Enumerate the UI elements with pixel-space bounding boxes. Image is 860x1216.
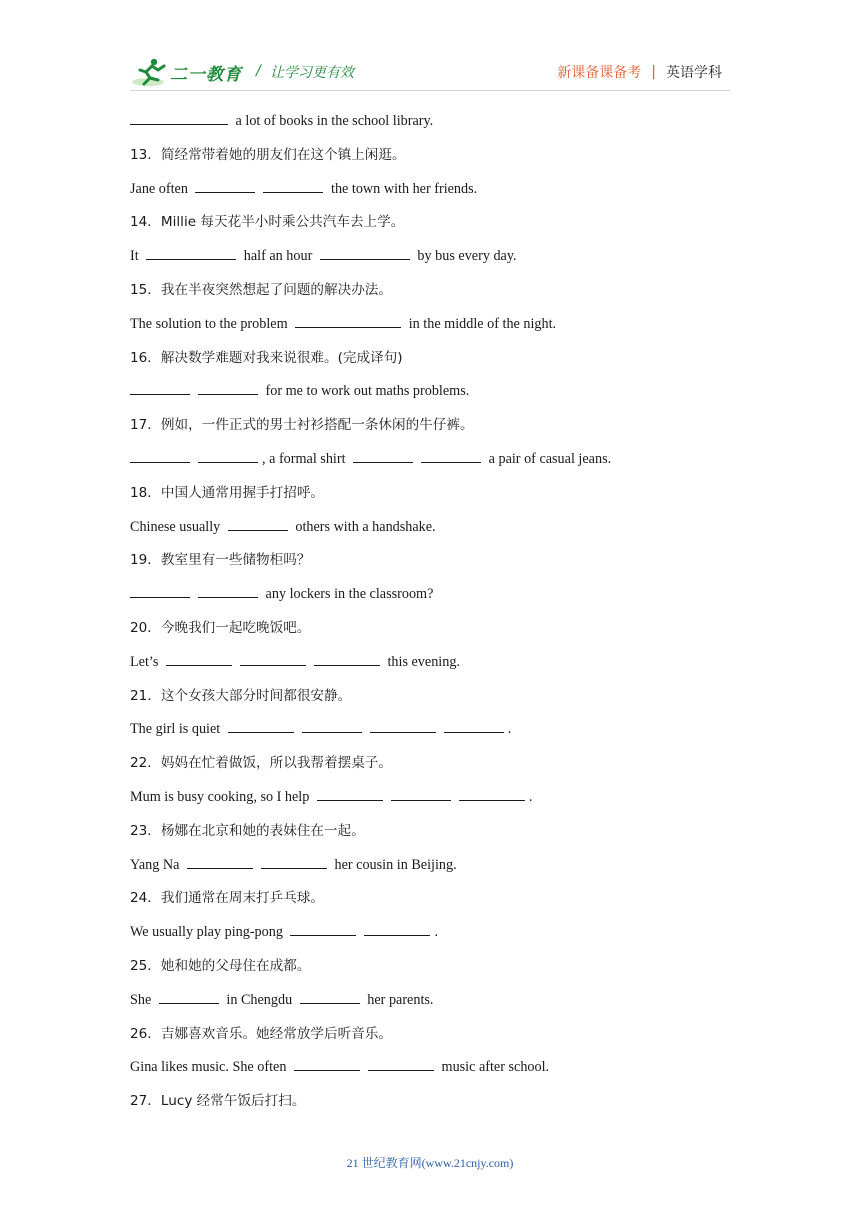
header-right [557, 62, 722, 82]
answer-blank[interactable] [295, 315, 401, 328]
header-divider: | [651, 64, 656, 80]
answer-blank[interactable] [240, 653, 306, 666]
answer-blank[interactable] [130, 112, 228, 125]
answer-blank[interactable] [130, 450, 190, 463]
answer-line: a lot of books in the school library. [130, 110, 730, 144]
answer-blank[interactable] [159, 991, 219, 1004]
question-27: 27．Lucy 经常午饭后打扫。 [130, 1093, 306, 1110]
runner-logo-icon [130, 56, 168, 88]
answer-blank[interactable] [228, 720, 294, 733]
slogan-separator: / [256, 63, 261, 79]
header-label-subject: 英语学科 [666, 65, 722, 81]
question-26: 26．吉娜喜欢音乐。她经常放学后听音乐。 [130, 1025, 392, 1042]
answer-line: The girl is quiet . [130, 721, 512, 738]
answer-line: Jane often the town with her friends. [130, 180, 478, 197]
question-23: 23．杨娜在北京和她的表妹住在一起。 [130, 822, 365, 839]
header-divider-line [130, 90, 730, 91]
page-footer: 21 世纪教育网(www.21cnjy.com) [346, 1156, 514, 1170]
answer-blank[interactable] [195, 180, 255, 193]
question-25: 25．她和她的父母住在成都。 [130, 957, 311, 974]
answer-blank[interactable] [166, 653, 232, 666]
answer-blank[interactable] [198, 382, 258, 395]
question-20: 20．今晚我们一起吃晚饭吧。 [130, 619, 311, 636]
slogan: 让学习更有效 [270, 65, 354, 81]
answer-blank[interactable] [364, 923, 430, 936]
answer-line: Yang Na her cousin in Beijing. [130, 856, 457, 873]
page-header [130, 54, 730, 94]
answer-line: It half an hour by bus every day. [130, 248, 517, 265]
answer-blank[interactable] [391, 788, 451, 801]
question-24: 24．我们通常在周末打乒乓球。 [130, 890, 325, 907]
answer-blank[interactable] [187, 856, 253, 869]
answer-blank[interactable] [320, 247, 410, 260]
question-13: 13．简经常带着她的朋友们在这个镇上闲逛。 [130, 146, 406, 163]
answer-line: , a formal shirt a pair of casual jeans. [130, 448, 730, 482]
answer-blank[interactable] [368, 1058, 434, 1071]
answer-blank[interactable] [370, 720, 436, 733]
logo-text: 二一教育 [170, 64, 242, 85]
answer-blank[interactable] [459, 788, 525, 801]
answer-line: Let’s this evening. [130, 653, 460, 670]
answer-blank[interactable] [130, 382, 190, 395]
answer-blank[interactable] [263, 180, 323, 193]
header-label-prep: 新课备课备考 [557, 65, 642, 81]
question-15: 15．我在半夜突然想起了问题的解决办法。 [130, 281, 392, 298]
question-17: 17．例如，一件正式的男士衬衫搭配一条休闲的牛仔裤。 [130, 417, 474, 434]
answer-line: Mum is busy cooking, so I help . [130, 788, 533, 805]
answer-blank[interactable] [421, 450, 481, 463]
answer-blank[interactable] [294, 1058, 360, 1071]
logo [130, 56, 242, 88]
question-21: 21．这个女孩大部分时间都很安静。 [130, 687, 352, 704]
answer-line: The solution to the problem in the middle of the night. [130, 315, 557, 332]
answer-blank[interactable] [317, 788, 383, 801]
answer-blank[interactable] [302, 720, 362, 733]
answer-blank[interactable] [130, 585, 190, 598]
answer-blank[interactable] [353, 450, 413, 463]
answer-blank[interactable] [300, 991, 360, 1004]
answer-line: for me to work out maths problems. [130, 380, 730, 414]
question-22: 22．妈妈在忙着做饭，所以我帮着摆桌子。 [130, 755, 392, 772]
answer-blank[interactable] [444, 720, 504, 733]
question-14: 14．Millie 每天花半小时乘公共汽车去上学。 [130, 214, 405, 231]
answer-line: She in Chengdu her parents. [130, 991, 434, 1008]
question-19: 19．教室里有一些储物柜吗？ [130, 552, 311, 569]
exercise-content [130, 110, 730, 1124]
answer-line: Gina likes music. She often music after school. [130, 1059, 550, 1076]
answer-line: any lockers in the classroom? [130, 583, 730, 617]
answer-blank[interactable] [198, 450, 258, 463]
answer-blank[interactable] [290, 923, 356, 936]
answer-blank[interactable] [146, 247, 236, 260]
answer-blank[interactable] [314, 653, 380, 666]
question-16: 16．解决数学难题对我来说很难。(完成译句) [130, 349, 403, 366]
answer-blank[interactable] [198, 585, 258, 598]
answer-blank[interactable] [228, 518, 288, 531]
question-18: 18．中国人通常用握手打招呼。 [130, 484, 325, 501]
answer-line: Chinese usually others with a handshake. [130, 518, 436, 535]
answer-line: We usually play ping-pong . [130, 924, 439, 941]
answer-blank[interactable] [261, 856, 327, 869]
